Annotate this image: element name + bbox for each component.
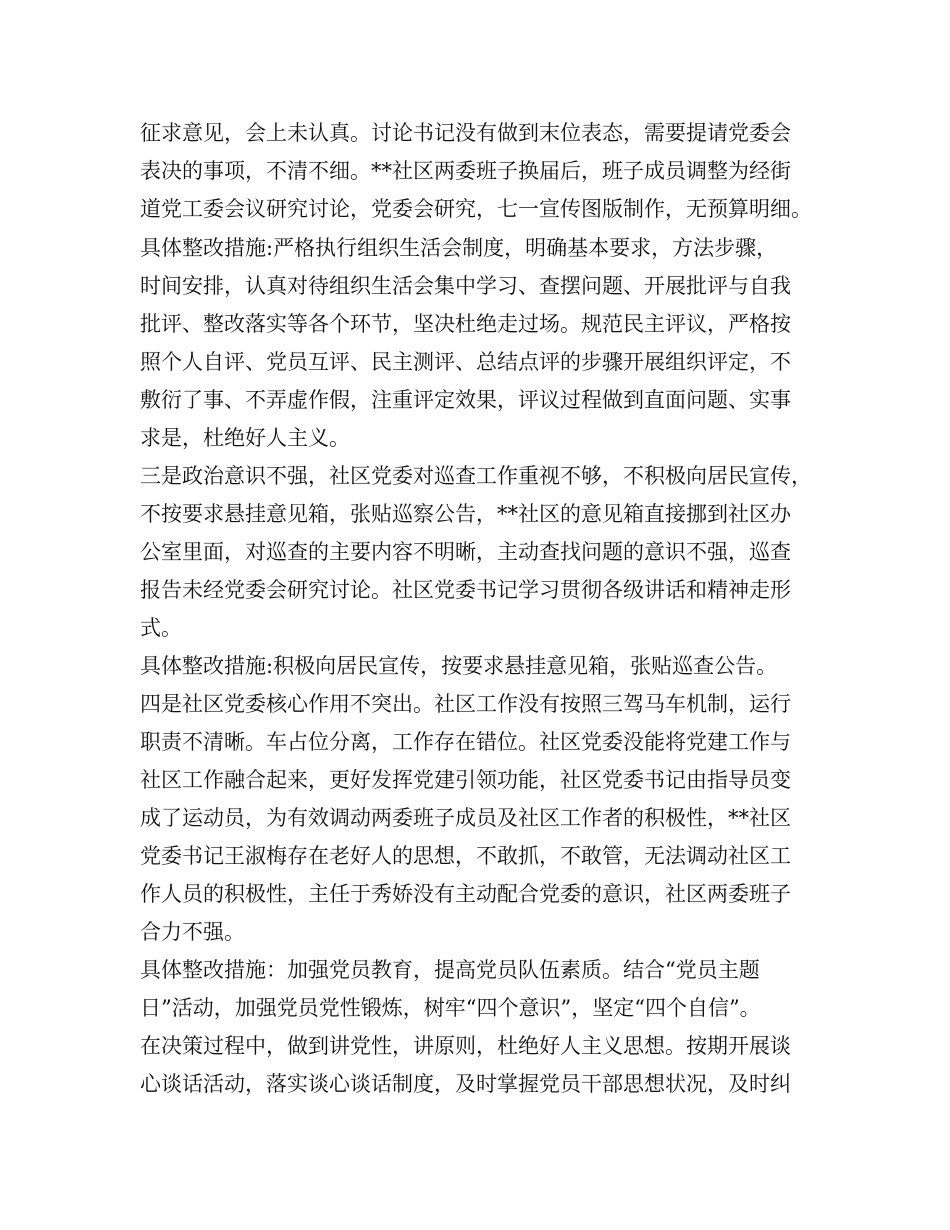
text-line: 表决的事项，不清不细。**社区两委班子换届后，班子成员调整为经街 xyxy=(140,159,791,183)
text-line: 道党工委会议研究讨论，党委会研究，七一宣传图版制作，无预算明细。 xyxy=(140,197,812,221)
text-line: 求是，杜绝好人主义。 xyxy=(140,426,350,450)
text-line: 不按要求悬挂意见箱，张贴巡察公告，**社区的意见箱直接挪到社区办 xyxy=(140,502,791,526)
text-line: 日”活动，加强党员党性锻炼，树牢“四个意识”，坚定“四个自信”。 xyxy=(140,996,761,1020)
text-line: 具体整改措施:积极向居民宣传，按要求悬挂意见箱，张贴巡查公告。 xyxy=(140,654,778,678)
paragraph-1 xyxy=(140,114,840,228)
text-line: 具体整改措施:严格执行组织生活会制度，明确基本要求，方法步骤， xyxy=(140,236,778,260)
text-line: 社区工作融合起来，更好发挥党建引领功能，社区党委书记由指导员变 xyxy=(140,768,791,792)
text-line: 在决策过程中，做到讲党性，讲原则，杜绝好人主义思想。按期开展谈 xyxy=(140,1034,791,1058)
text-line: 敷衍了事、不弄虚作假，注重评定效果，评议过程做到直面问题、实事 xyxy=(140,388,791,412)
text-line: 征求意见，会上未认真。讨论书记没有做到末位表态，需要提请党委会 xyxy=(140,121,791,145)
text-line: 党委书记王淑梅存在老好人的思想，不敢抓，不敢管，无法调动社区工 xyxy=(140,844,791,868)
text-line: 心谈话活动，落实谈心谈话制度，及时掌握党员干部思想状况，及时纠 xyxy=(140,1072,791,1096)
text-line: 职责不清晰。车占位分离，工作存在错位。社区党委没能将党建工作与 xyxy=(140,730,791,754)
text-line: 四是社区党委核心作用不突出。社区工作没有按照三驾马车机制，运行 xyxy=(140,692,791,716)
text-line: 式。 xyxy=(140,616,182,640)
paragraph-2 xyxy=(140,229,840,1103)
text-line: 合力不强。 xyxy=(140,920,245,944)
text-line: 公室里面，对巡查的主要内容不明晰，主动查找问题的意识不强，巡查 xyxy=(140,540,791,564)
text-line: 批评、整改落实等各个环节，坚决杜绝走过场。规范民主评议，严格按 xyxy=(140,312,791,336)
text-line: 成了运动员，为有效调动两委班子成员及社区工作者的积极性，**社区 xyxy=(140,806,791,830)
text-line: 时间安排，认真对待组织生活会集中学习、查摆问题、开展批评与自我 xyxy=(140,274,791,298)
text-line: 三是政治意识不强，社区党委对巡查工作重视不够，不积极向居民宣传， xyxy=(140,464,812,488)
text-line: 照个人自评、党员互评、民主测评、总结点评的步骤开展组织评定，不 xyxy=(140,350,791,374)
text-line: 报告未经党委会研究讨论。社区党委书记学习贯彻各级讲话和精神走形 xyxy=(140,578,791,602)
text-line: 作人员的积极性，主任于秀娇没有主动配合党委的意识，社区两委班子 xyxy=(140,882,791,906)
text-line: 具体整改措施：加强党员教育，提高党员队伍素质。结合“党员主题 xyxy=(140,958,760,982)
